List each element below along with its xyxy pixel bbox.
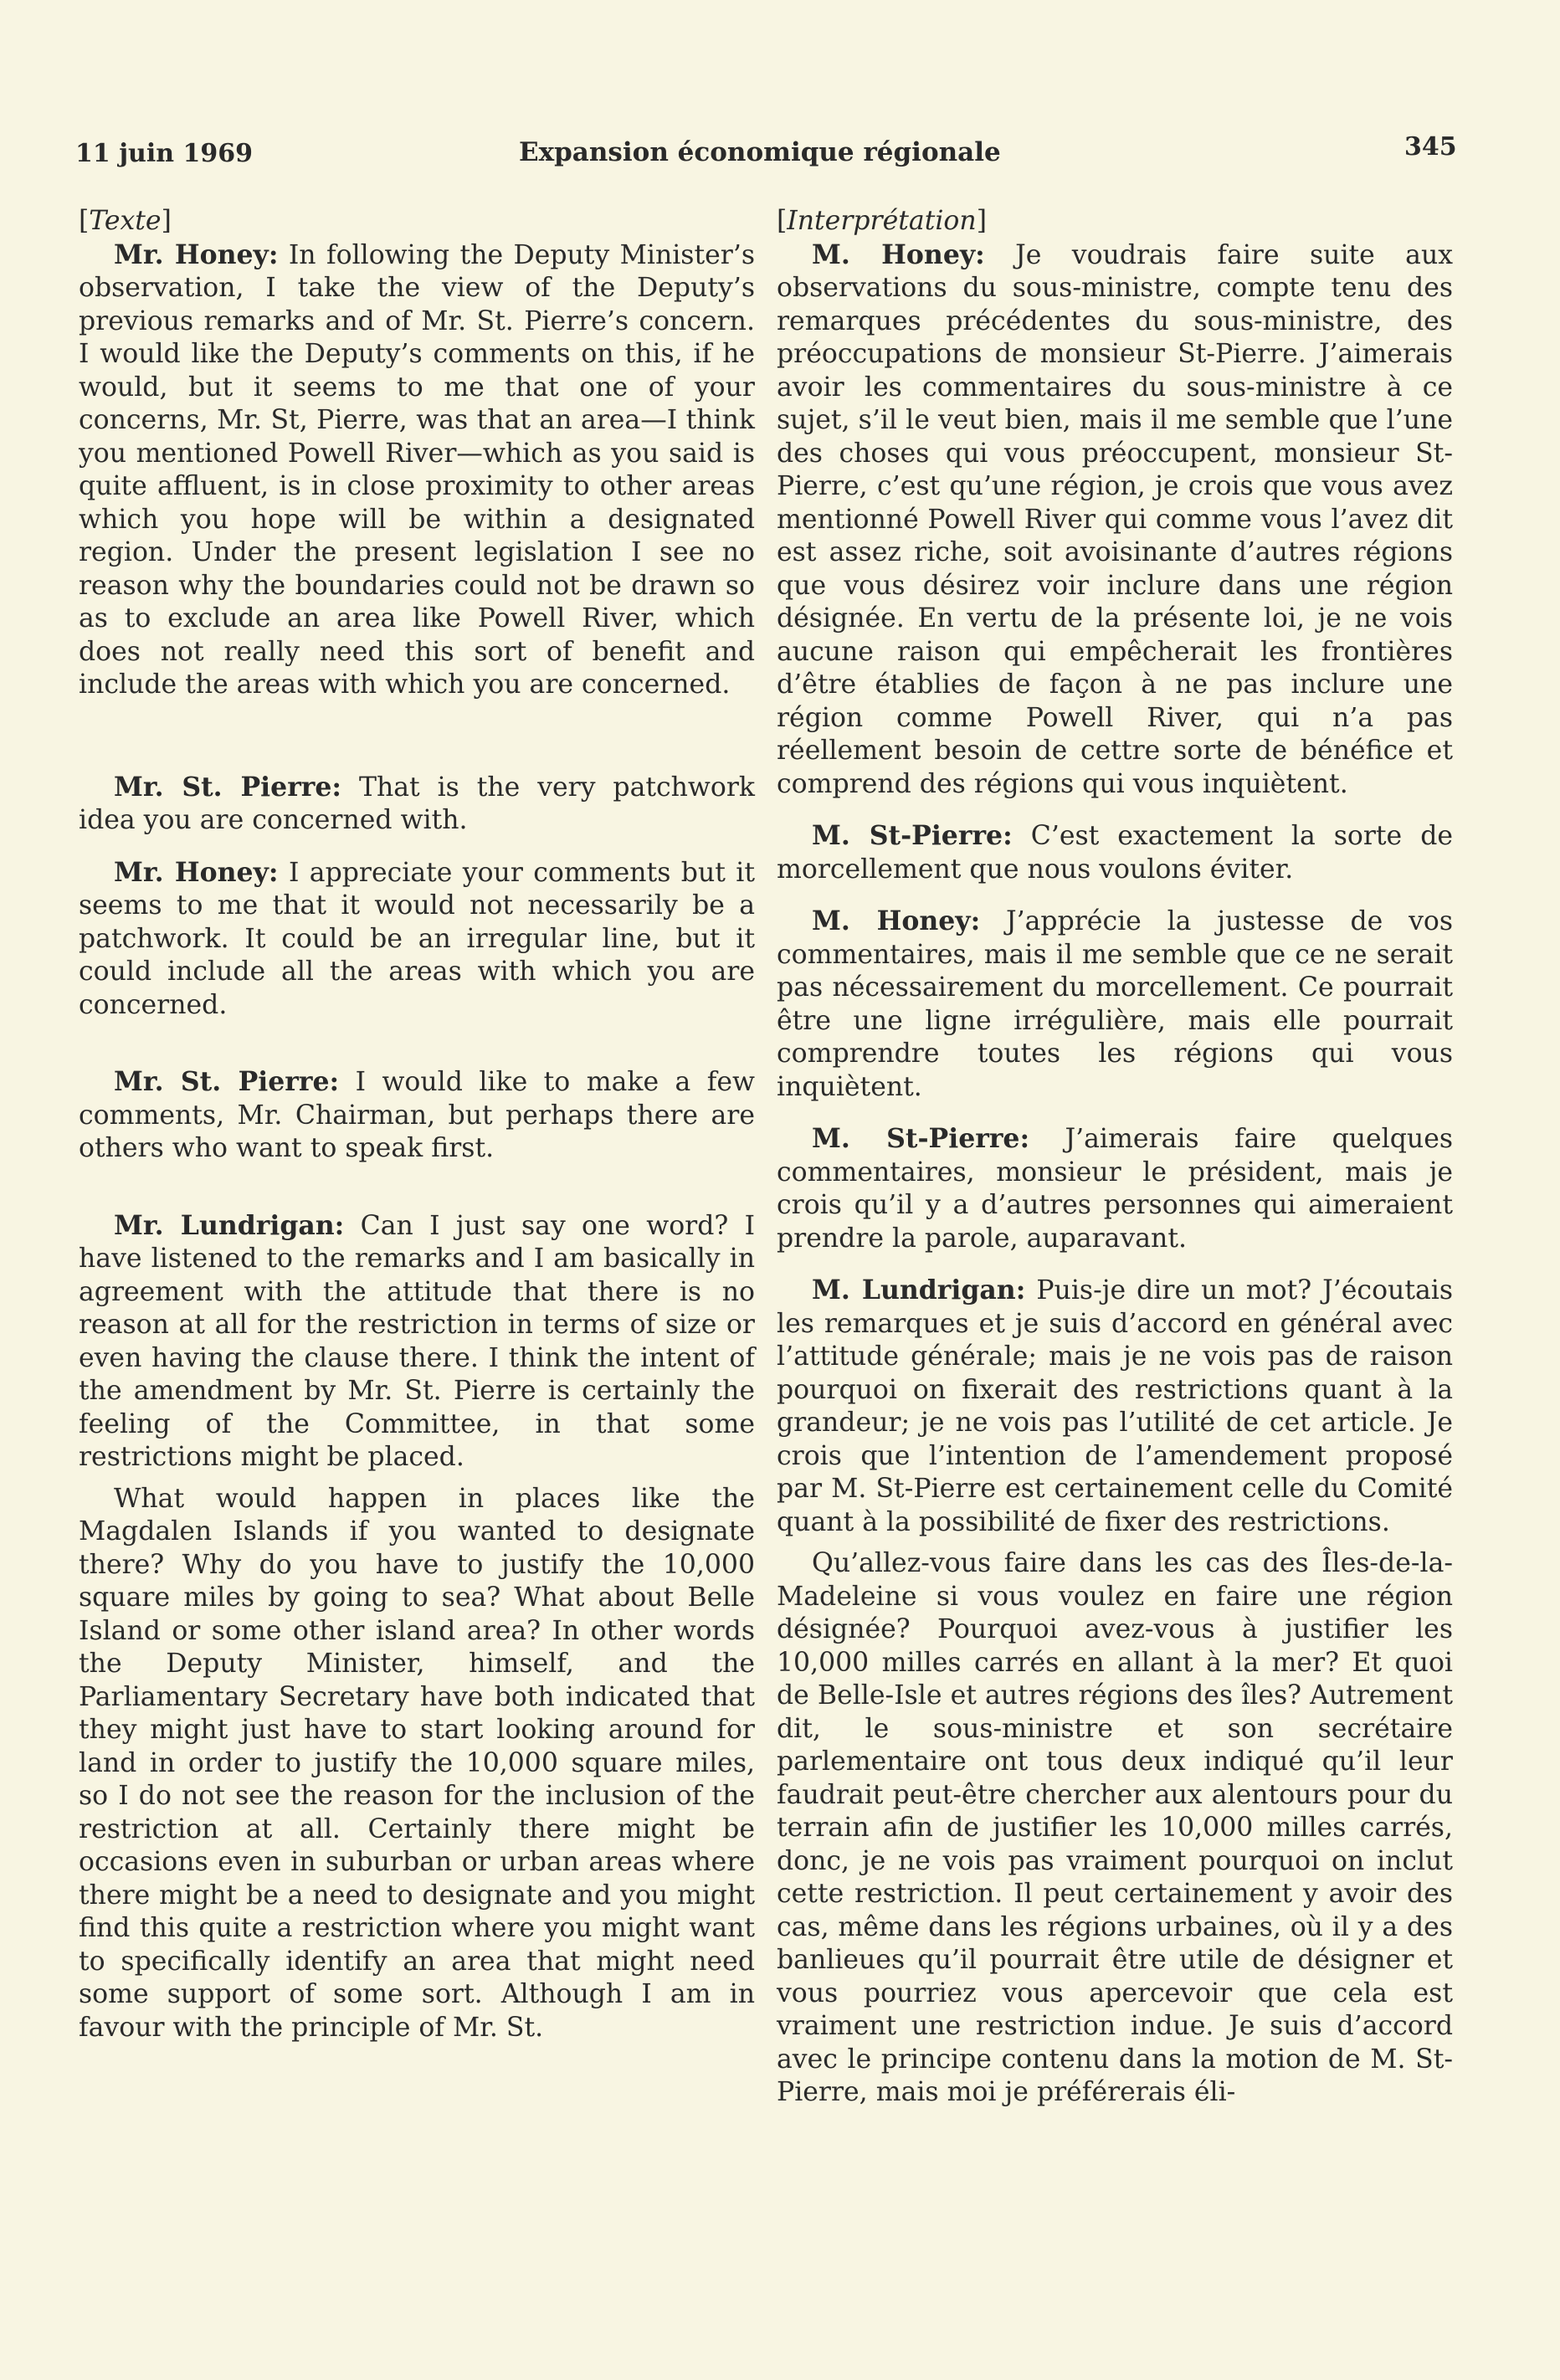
speech-text: J’apprécie la justesse de vos commentaires, mais il me semble que ce ne serait pas nécessairement du morcellement. Ce pourrait être une ligne irrégulière, mais elle pourrait comprendre toutes les régions qui vous inquiètent. — [777, 906, 1453, 1102]
speech-paragraph — [777, 239, 1453, 802]
speech-paragraph — [777, 1122, 1453, 1255]
speech-text: Qu’allez-vous faire dans les cas des Îles-de-la-Madeleine si vous voulez en faire une région désignée? Pourquoi avez-vous à justifier les 10,000 milles carrés en allant à la mer? Et quoi de Belle-Isle et autres régions des îles? Autrement dit, le sous-ministre et son secrétaire parlementaire ont tous deux indiqué qu’il leur faudrait peut-être chercher aux alentours pour du terrain afin de justifier les 10,000 milles carrés, donc, je ne vois pas vraiment pourquoi on inclut cette restriction. Il peut certainement y avoir des cas, même dans les régions urbaines, où il y a des banlieues qu’il pourrait être utile de désigner et vous pourriez vous apercevoir que cela est vraiment une restriction indue. Je suis d’accord avec le principe contenu dans la motion de M. St-Pierre, mais moi je préférerais éli- — [777, 1548, 1453, 2107]
page-number: 345 — [1404, 132, 1457, 162]
speaker-name: Mr. Lundrigan: — [114, 1209, 345, 1241]
speaker-name: Mr. Honey: — [114, 239, 279, 270]
speech-paragraph — [777, 1274, 1453, 1539]
speaker-name: M. Lundrigan: — [812, 1275, 1026, 1305]
speech-text: In following the Deputy Minister’s observation, I take the view of the Deputy’s previous remarks and of Mr. St. Pierre’s concern. I would like the Deputy’s comments on this, if he would, but it seems to me that one of your concerns, Mr. St, Pierre, was that an area—I think you mentioned Powell River—which as you said is quite affluent, is in close proximity to other areas which you hope will be within a designated region. Under the present legislation I see no reason why the boundaries could not be drawn so as to exclude an area like Powell River, which does not really need this sort of benefit and include the areas with which you are concerned. — [79, 239, 756, 700]
section-label-interpretation: [Interprétation] — [777, 206, 987, 236]
speech-text: Can I just say one word? I have listened to the remarks and I am basically in agreement with the attitude that there is no reason at all for the restriction in terms of size or even having the clause there. I think the intent of the amendment by Mr. St. Pierre is certainly the feeling of the Committee, in that some restrictions might be placed. — [79, 1210, 756, 1472]
speaker-name: M. St-Pierre: — [812, 1123, 1030, 1154]
continuation-paragraph — [79, 1483, 755, 2045]
section-label-text: Interprétation — [787, 206, 977, 236]
speech-paragraph — [79, 771, 755, 838]
speech-text: C’est exactement la sorte de morcellement que nous voulons éviter. — [777, 821, 1454, 885]
speaker-name: M. St-Pierre: — [812, 820, 1013, 851]
speech-text: Puis-je dire un mot? J’écoutais les remarques et je suis d’accord en général avec l’attitude générale; mais je ne vois pas de raison pourquoi on fixerait des restrictions quant à la grandeur; je ne vois pas l’utilité de cet article. Je crois que l’intention de l’amendement proposé par M. St-Pierre est certainement celle du Comité quant à la possibilité de fixer des restrictions. — [777, 1275, 1453, 1537]
speech-text: Je voudrais faire suite aux observations du sous-ministre, compte tenu des remarques précédentes du sous-ministre, des préoccupations de monsieur St-Pierre. J’aimerais avoir les commentaires du sous-ministre à ce sujet, s’il le veut bien, mais il me semble que l’une des choses qui vous préoccupent, monsieur St-Pierre, c’est qu’une région, je crois que vous avez mentionné Powell River qui comme vous l’avez dit est assez riche, soit avoisinante d’autres régions que vous désirez voir inclure dans une région désignée. En vertu de la présente loi, je ne vois aucune raison qui empêcherait les frontières d’être établies de façon à ne pas inclure une région comme Powell River, qui n’a pas réellement besoin de cettre sorte de bénéfice et comprend des régions qui vous inquiètent. — [777, 239, 1454, 799]
speech-paragraph — [777, 819, 1453, 886]
speaker-name: Mr. St. Pierre: — [114, 1066, 340, 1097]
french-column — [777, 205, 1453, 2110]
english-column — [79, 205, 755, 2044]
speech-paragraph — [79, 1209, 755, 1475]
speech-text: J’aimerais faire quelques commentaires, monsieur le président, mais je crois qu’il y a d’autres personnes qui aimeraient prendre la parole, auparavant. — [777, 1124, 1453, 1254]
page-header — [50, 132, 1465, 174]
speaker-name: Mr. Honey: — [114, 856, 279, 888]
speaker-name: Mr. St. Pierre: — [114, 771, 342, 803]
speech-paragraph — [79, 856, 755, 1023]
section-label-texte: [Texte] — [79, 206, 172, 236]
speech-paragraph — [79, 239, 755, 702]
section-label-text: Texte — [89, 206, 162, 236]
continuation-paragraph — [777, 1547, 1453, 2110]
speech-paragraph — [79, 1065, 755, 1166]
speech-text: I would like to make a few comments, Mr. Chairman, but perhaps there are others who want to speak first. — [79, 1067, 755, 1163]
speech-text: I appreciate your comments but it seems to me that it would not necessarily be a patchwork. It could be an irregular line, but it could include all the areas with which you are concerned. — [79, 857, 756, 1020]
speech-text: That is the very patchwork idea you are concerned with. — [79, 772, 756, 835]
speech-paragraph — [777, 905, 1453, 1104]
speech-text: What would happen in places like the Magdalen Islands if you wanted to designate there? Why do you have to justify the 10,000 square miles by going to sea? What about Belle Island or some other island area? In other words the Deputy Minister, himself, and the Parliamentary Secretary have both indicated that they might just have to start looking around for land in order to justify the 10,000 square miles, so I do not see the reason for the inclusion of the restriction at all. Certainly there might be occasions even in suburban or urban areas where there might be a need to designate and you might find this quite a restriction where you might want to specifically identify an area that might need some support of some sort. Although I am in favour with the principle of Mr. St. — [79, 1483, 755, 2043]
speaker-name: M. Honey: — [812, 905, 981, 936]
speaker-name: M. Honey: — [812, 239, 985, 270]
header-date: 11 juin 1969 — [75, 139, 254, 168]
header-title: Expansion économique régionale — [519, 137, 1001, 167]
